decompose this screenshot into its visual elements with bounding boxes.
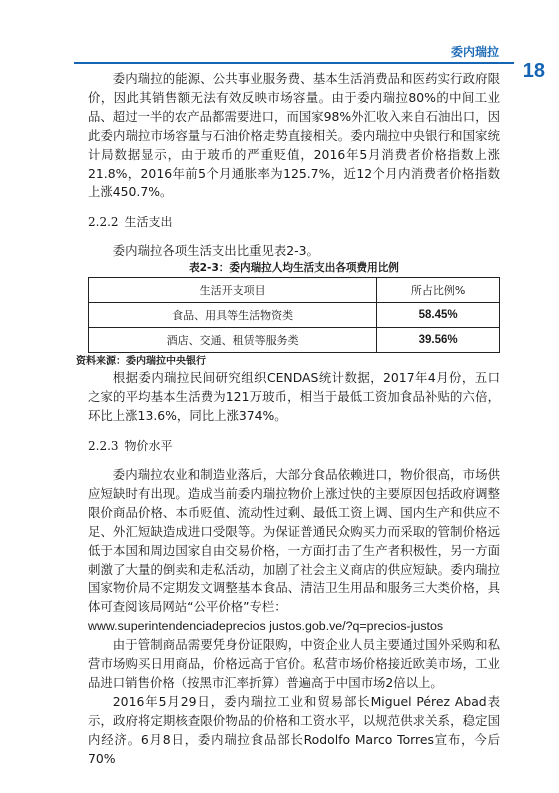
- table-cell: 食品、用具等生活物资类: [89, 303, 377, 328]
- price-website-url: www.superintendenciadeprecios justos.gob.ve/?q=precios-justos: [88, 619, 444, 634]
- table-caption: 表2-3：委内瑞拉人均生活支出各项费用比例: [189, 262, 399, 275]
- table-cell: 酒店、交通、租赁等服务类: [89, 328, 377, 353]
- section-number: 2.2.2: [88, 215, 119, 230]
- page-number: 18: [522, 60, 545, 82]
- paragraph-cendas-data: 根据委内瑞拉民间研究组织CENDAS统计数据，2017年4月份，五口之家的平均基本生活费为121万玻币，相当于最低工资加食品补贴的六倍，环比上涨13.6%，同比上涨374%。: [88, 370, 500, 424]
- paragraph-price-level: 委内瑞拉农业和制造业落后，大部分食品依赖进口，物价很高，市场供应短缺时有出现。造成当前委内瑞拉物价上涨过快的主要原因包括政府调整限价商品价格、本币贬值、流动性过剩、最低工资上调、国内生产和供应不足、外汇短缺造成进口受限等。为保证普通民众购买力而采取的管制价格远低于本国和周边国家自由交易价格，一方面打击了生产者积极性，另一方面刺激了大量的倒卖和走私活动，加剧了社会主义商店的供应短缺。委内瑞拉国家物价局不定期发文调整基本食品、清洁卫生用品和服务三大类价格，具体可查阅该局网站“公平价格”专栏：: [88, 466, 500, 615]
- paragraph-purchase-channels: 由于管制商品需要凭身份证限购，中资企业人员主要通过国外采购和私营市场购买日用商品，价格远高于官价。私营市场价格接近欧美市场，工业品进口销售价格（按黑市汇率折算）普遍高于中国市场2倍以上。: [88, 637, 500, 690]
- page-body: [76, 70, 500, 768]
- running-header-title: 委内瑞拉: [450, 45, 499, 59]
- section-title: 物价水平: [124, 438, 173, 453]
- table-source-note: 资料来源：委内瑞拉中央银行: [76, 356, 206, 368]
- paragraph-market-intro: 委内瑞拉的能源、公共事业服务费、基本生活消费品和医药实行政府限价，因此其销售额无法有效反映市场容量。由于委内瑞拉80%的中间工业品、超过一半的农产品都需要进口，而国家98%外汇收入来自石油出口，因此委内瑞拉市场容量与石油价格走势直接相关。委内瑞拉中央银行和国家统计局数据显示，由于玻币的严重贬值，2016年5月消费者价格指数上涨21.8%，2016年前5个月通胀率为125.7%，近12个月内消费者价格指数上涨450.7%。: [88, 71, 500, 200]
- table-header-row: [89, 278, 500, 303]
- section-title: 生活支出: [124, 215, 173, 230]
- paragraph-expense-ref: 委内瑞拉各项生活支出比重见表2-3。: [112, 243, 319, 259]
- header-rule: [74, 62, 514, 64]
- table-header-cell: 所占比例%: [377, 278, 500, 303]
- table-row: [89, 328, 500, 353]
- table-cell: 39.56%: [377, 328, 500, 353]
- table-row: [89, 303, 500, 328]
- expense-table: [88, 277, 500, 353]
- table-header-cell: 生活开支项目: [89, 278, 377, 303]
- section-number: 2.2.3: [88, 438, 119, 453]
- table-cell: 58.45%: [377, 303, 500, 328]
- section-heading-2-2-3: [88, 438, 500, 454]
- section-heading-2-2-2: [88, 214, 500, 230]
- paragraph-policy-news: 2016年5月29日，委内瑞拉工业和贸易部长Miguel Pérez Abad表示，政府将定期核查限价物品的价格和工资水平，以规范供求关系，稳定国内经济。6月8日，委内瑞拉食品部长Rodolfo Marco Torres宣布，今后70%: [88, 693, 500, 766]
